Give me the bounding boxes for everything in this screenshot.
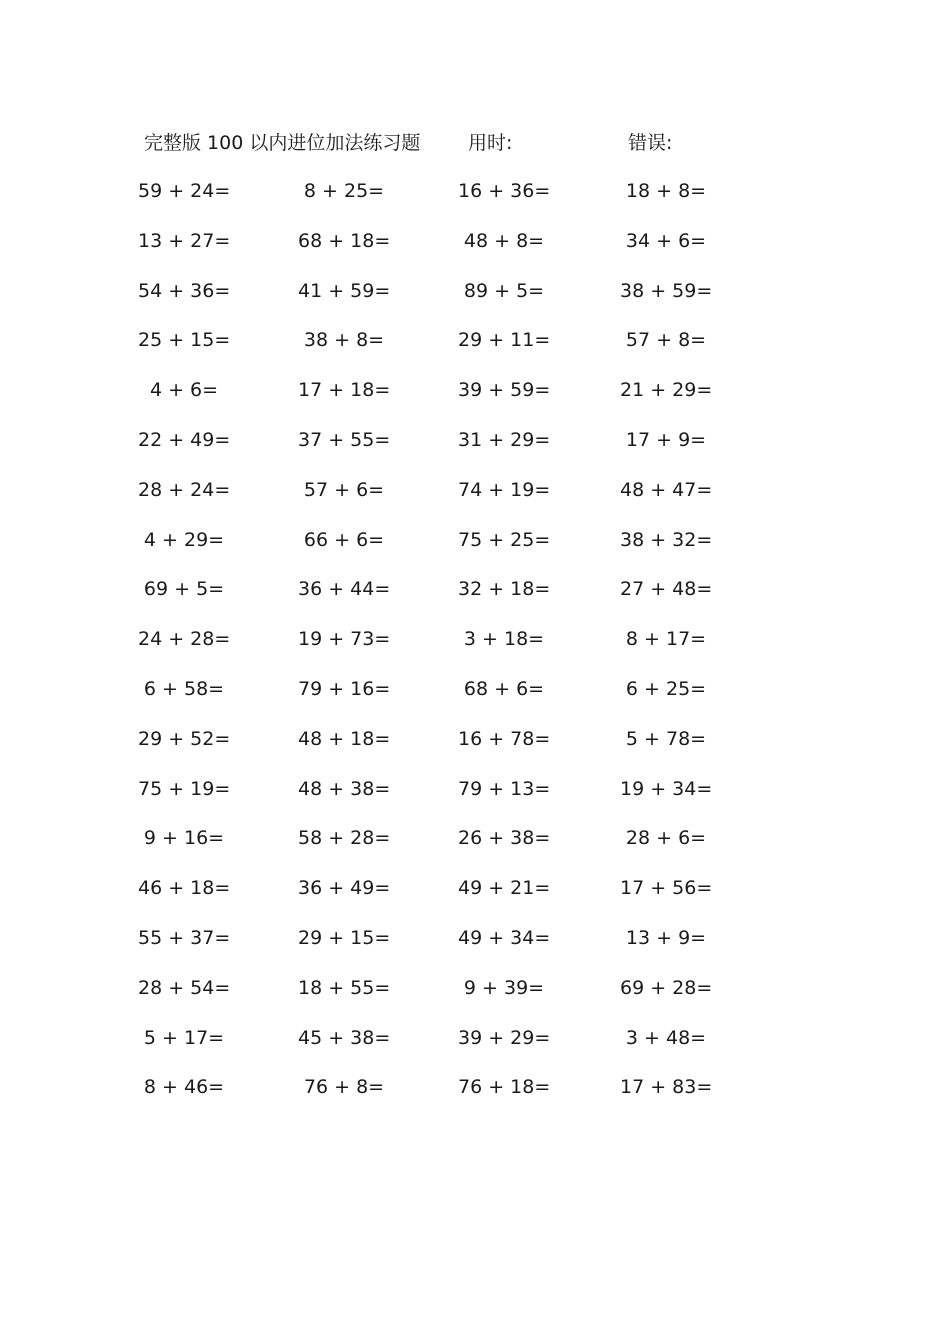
problem: 37 + 55=: [298, 428, 391, 451]
problem: 59 + 24=: [138, 180, 231, 202]
problem: 66 + 6=: [303, 528, 385, 551]
error-label: 错误:: [628, 132, 673, 154]
problem: 29 + 52=: [138, 727, 231, 750]
problem: 3 + 48=: [625, 1026, 707, 1049]
problem: 76 + 18=: [458, 1076, 551, 1099]
problem: 8 + 46=: [143, 1076, 225, 1099]
problem-row: [0, 276, 950, 326]
problem: 24 + 28=: [138, 628, 231, 651]
problem: 38 + 32=: [620, 528, 713, 551]
problem: 9 + 16=: [143, 827, 225, 850]
problem: 32 + 18=: [458, 578, 551, 601]
problem-row: [0, 1023, 950, 1073]
problem: 4 + 6=: [149, 379, 219, 402]
problem: 13 + 9=: [625, 926, 707, 949]
problem-row: [0, 624, 950, 674]
problem-row: [0, 674, 950, 724]
problem: 31 + 29=: [458, 428, 551, 451]
problem: 45 + 38=: [298, 1026, 391, 1049]
problem-grid: [0, 176, 950, 1122]
problem: 25 + 15=: [138, 329, 231, 352]
problem: 68 + 18=: [298, 229, 391, 252]
problem: 4 + 29=: [143, 528, 225, 551]
problem: 34 + 6=: [625, 229, 707, 252]
problem: 17 + 83=: [620, 1076, 713, 1099]
problem: 18 + 55=: [298, 976, 391, 999]
problem: 9 + 39=: [463, 976, 545, 999]
problem: 8 + 25=: [303, 180, 385, 202]
problem: 26 + 38=: [458, 827, 551, 850]
problem: 48 + 8=: [463, 229, 545, 252]
problem: 57 + 8=: [625, 329, 707, 352]
time-label: 用时:: [468, 132, 513, 154]
problem: 75 + 25=: [458, 528, 551, 551]
problem: 28 + 24=: [138, 478, 231, 501]
problem: 75 + 19=: [138, 777, 231, 800]
problem: 5 + 78=: [625, 727, 707, 750]
problem: 27 + 48=: [620, 578, 713, 601]
problem: 48 + 18=: [298, 727, 391, 750]
problem: 41 + 59=: [298, 279, 391, 302]
problem-row: [0, 425, 950, 475]
problem: 16 + 36=: [458, 180, 551, 202]
problem-row: [0, 873, 950, 923]
problem: 28 + 54=: [138, 976, 231, 999]
problem: 39 + 59=: [458, 379, 551, 402]
problem: 69 + 28=: [620, 976, 713, 999]
problem: 36 + 49=: [298, 877, 391, 900]
problem: 69 + 5=: [143, 578, 225, 601]
problem-row: [0, 923, 950, 973]
problem-row: [0, 574, 950, 624]
problem: 22 + 49=: [138, 428, 231, 451]
problem: 38 + 8=: [303, 329, 385, 352]
problem: 13 + 27=: [138, 229, 231, 252]
problem: 29 + 11=: [458, 329, 551, 352]
problem: 21 + 29=: [620, 379, 713, 402]
problem-row: [0, 724, 950, 774]
problem-row: [0, 475, 950, 525]
problem-row: [0, 525, 950, 575]
worksheet-header: [0, 128, 950, 158]
problem: 19 + 73=: [298, 628, 391, 651]
problem: 17 + 9=: [625, 428, 707, 451]
problem: 17 + 56=: [620, 877, 713, 900]
problem: 48 + 38=: [298, 777, 391, 800]
problem: 39 + 29=: [458, 1026, 551, 1049]
problem: 68 + 6=: [463, 677, 545, 700]
problem: 48 + 47=: [620, 478, 713, 501]
problem-row: [0, 1072, 950, 1122]
problem: 49 + 34=: [458, 926, 551, 949]
problem: 17 + 18=: [298, 379, 391, 402]
problem: 5 + 17=: [143, 1026, 225, 1049]
problem: 36 + 44=: [298, 578, 391, 601]
worksheet-title: 完整版 100 以内进位加法练习题: [144, 132, 421, 154]
problem: 16 + 78=: [458, 727, 551, 750]
problem-row: [0, 226, 950, 276]
problem: 76 + 8=: [303, 1076, 385, 1099]
problem-row: [0, 325, 950, 375]
problem: 58 + 28=: [298, 827, 391, 850]
problem: 54 + 36=: [138, 279, 231, 302]
problem: 79 + 16=: [298, 677, 391, 700]
problem: 28 + 6=: [625, 827, 707, 850]
problem: 18 + 8=: [625, 180, 707, 202]
problem: 19 + 34=: [620, 777, 713, 800]
problem: 57 + 6=: [303, 478, 385, 501]
problem-row: [0, 176, 950, 226]
problem: 74 + 19=: [458, 478, 551, 501]
problem: 55 + 37=: [138, 926, 231, 949]
problem-row: [0, 973, 950, 1023]
problem: 8 + 17=: [625, 628, 707, 651]
problem-row: [0, 823, 950, 873]
problem-row: [0, 375, 950, 425]
problem: 89 + 5=: [463, 279, 545, 302]
problem: 6 + 25=: [625, 677, 707, 700]
problem: 38 + 59=: [620, 279, 713, 302]
problem: 46 + 18=: [138, 877, 231, 900]
problem: 6 + 58=: [143, 677, 225, 700]
problem: 3 + 18=: [463, 628, 545, 651]
problem: 49 + 21=: [458, 877, 551, 900]
problem-row: [0, 774, 950, 824]
problem: 29 + 15=: [298, 926, 391, 949]
problem: 79 + 13=: [458, 777, 551, 800]
